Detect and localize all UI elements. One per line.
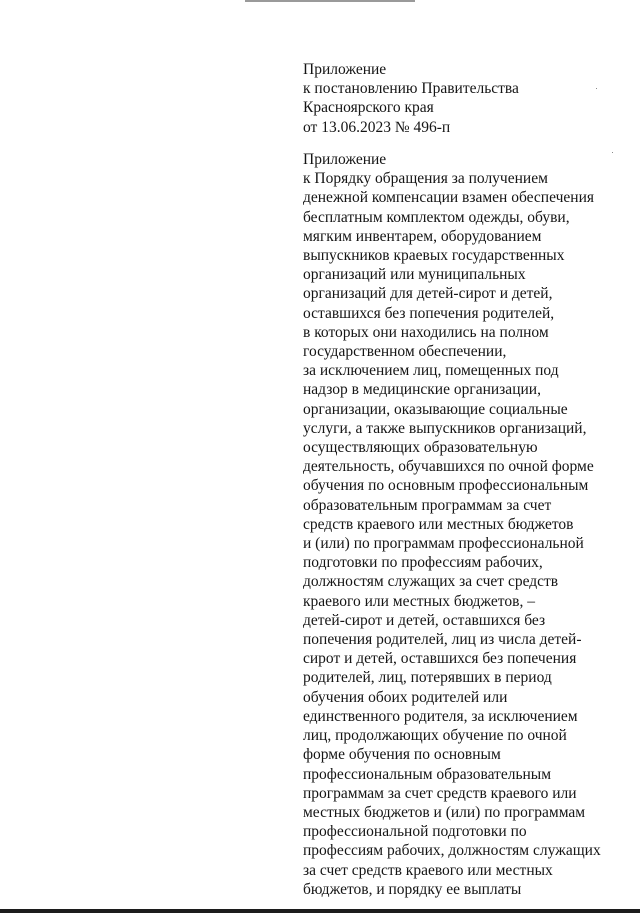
appendix-header-government-resolution: Приложение к постановлению Правительства Красноярского края от 13.06.2023 № 496-п (303, 61, 519, 136)
scan-speck (612, 152, 613, 153)
appendix-header-procedure: Приложение к Порядку обращения за получением денежной компенсации взамен обеспечения бесплатным комплектом одежды, обуви, мягким инвентарем, оборудованием выпускников краевых государственных организаций или муниципальных организаций для детей-сирот и детей, оставшихся без попечения родителей, в которых они находились на полном государственном обеспечении, за исключением лиц, помещенных под надзор в медицинские организации, организации, оказывающие социальные услуги, а также выпускников организаций, осуществляющих образовательную деятельность, обучавшихся по очной форме обучения по основным профессиональным образовательным программам за счет средств краевого или местных бюджетов и (или) по программам профессиональной подготовки по профессиям рабочих, должностям служащих за счет средств краевого или местных бюджетов, – детей-сирот и детей, оставшихся без попечения родителей, лиц из числа детей- сирот и детей, оставшихся без попечения родителей, лиц, потерявших в период обучения обоих родителей или единственного родителя, за исключением лиц, продолжающих обучение по очной форме обучения по основным профессиональным образовательным программам за счет средств краевого или местных бюджетов и (или) по программам профессиональной подготовки по профессиям рабочих, должностям служащих за счет средств краевого или местных бюджетов, и порядку ее выплаты (303, 151, 601, 898)
scan-edge-bottom (0, 909, 640, 913)
scan-edge-top (245, 0, 415, 2)
